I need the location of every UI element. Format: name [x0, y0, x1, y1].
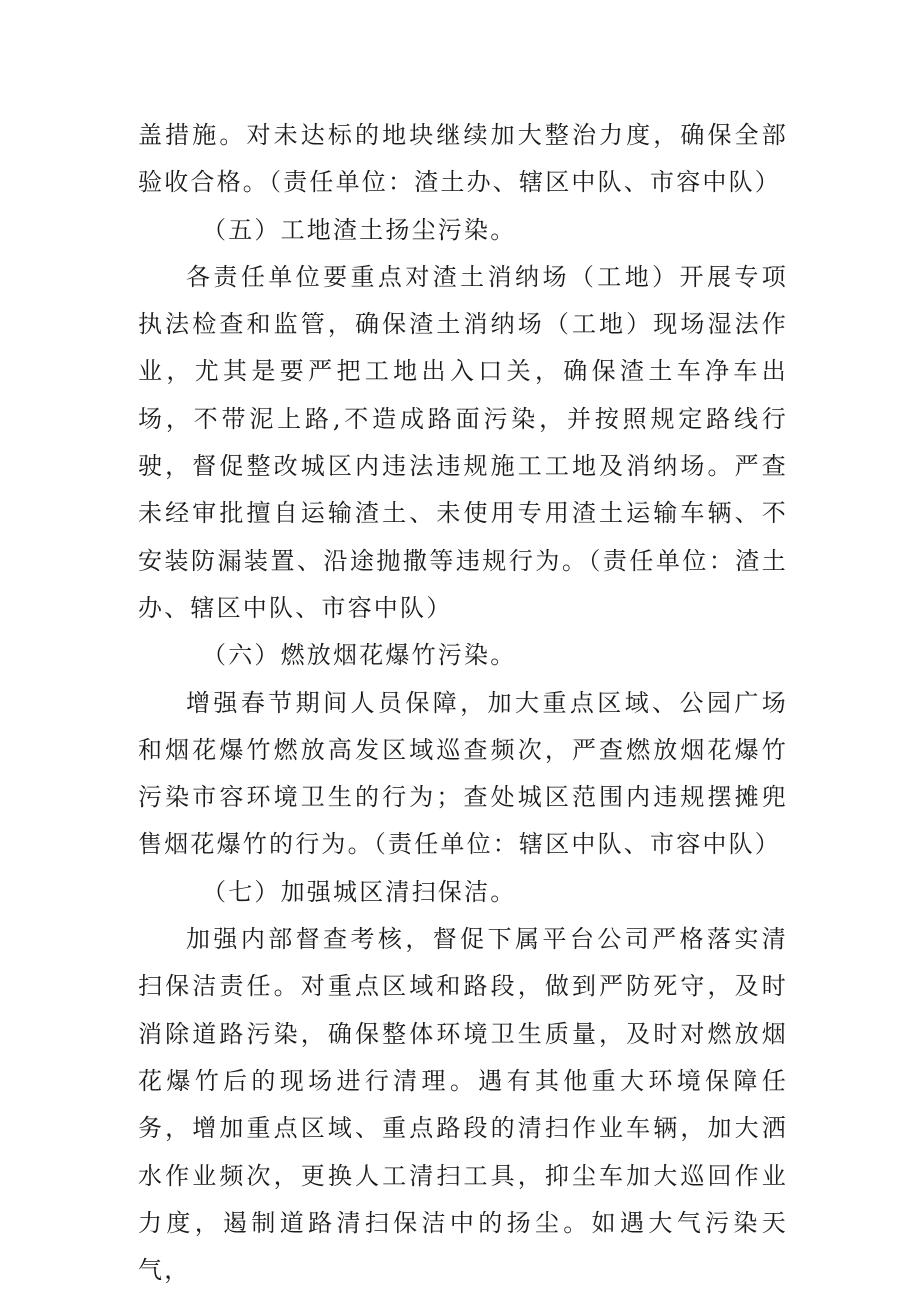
section-heading-7: （七）加强城区清扫保洁。 [202, 877, 517, 906]
paragraph-construction-dust: 各责任单位要重点对渣土消纳场（工地）开展专项执法检查和监管，确保渣土消纳场（工地）现场湿法作业，尤其是要严把工地出入口关，确保渣土车净车出场，不带泥上路,不造成路面污染，并按照规定路线行驶，督促整改城区内违法违规施工工地及消纳场。严查未经审批擅自运输渣土、未使用专用渣土运输车辆、不安装防漏装置、沿途抛撒等违规行为。（责任单位：渣土办、辖区中队、市容中队） [138, 262, 788, 622]
section-heading-5: （五）工地渣土扬尘污染。 [202, 215, 517, 244]
paragraph-continued-measures: 盖措施。对未达标的地块继续加大整治力度，确保全部验收合格。（责任单位：渣土办、辖区中队、市容中队） [138, 121, 788, 197]
paragraph-street-cleaning: 加强内部督查考核，督促下属平台公司严格落实清扫保洁责任。对重点区域和路段，做到严防死守，及时消除道路污染，确保整体环境卫生质量，及时对燃放烟花爆竹后的现场进行清理。遇有其他重大环境保障任务，增加重点区域、重点路段的清扫作业车辆，加大洒水作业频次，更换人工清扫工具，抑尘车加大巡回作业力度，遏制道路清扫保洁中的扬尘。如遇大气污染天气， [138, 925, 788, 1285]
document-body [138, 112, 788, 1294]
section-heading-6: （六）燃放烟花爆竹污染。 [202, 641, 517, 670]
paragraph-fireworks: 增强春节期间人员保障，加大重点区域、公园广场和烟花爆竹燃放高发区域巡查频次，严查燃放烟花爆竹污染市容环境卫生的行为；查处城区范围内违规摆摊兜售烟花爆竹的行为。（责任单位：辖区中队、市容中队） [138, 688, 788, 859]
